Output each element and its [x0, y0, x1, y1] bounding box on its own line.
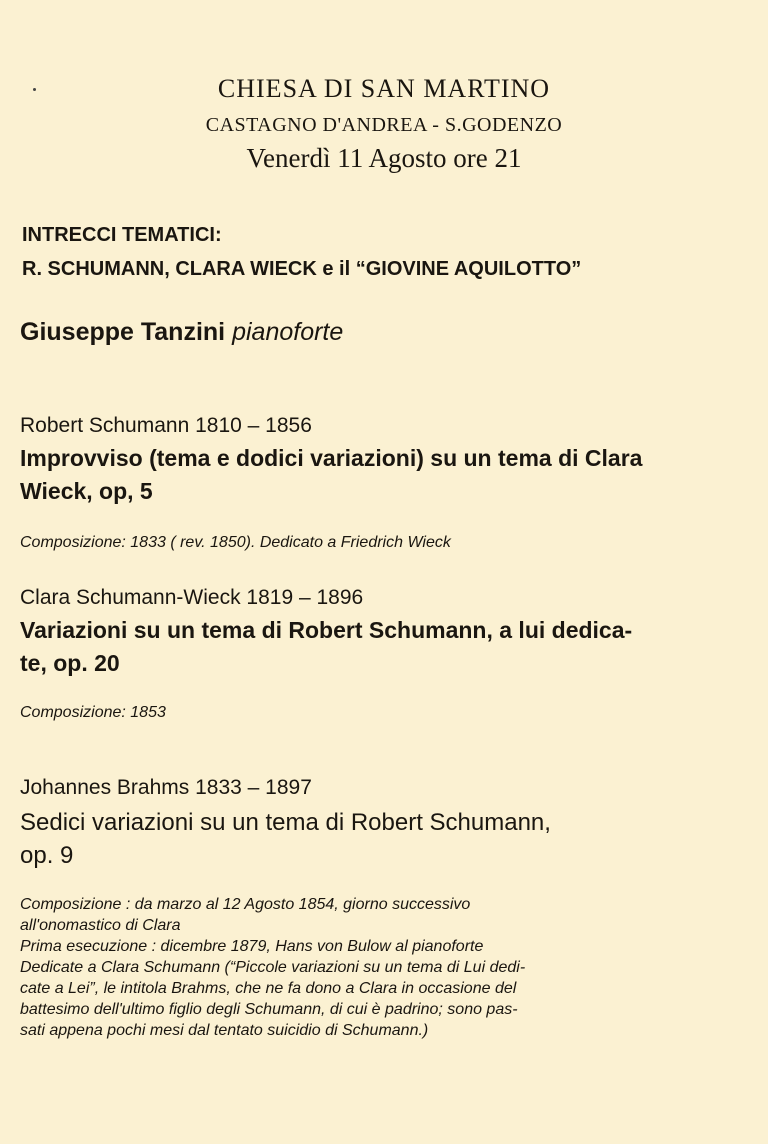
piece-3-composer: Johannes Brahms 1833 – 1897 [20, 776, 312, 799]
performer [20, 318, 343, 347]
piece-1-title-line1: Improvviso (tema e dodici variazioni) su un tema di Clara [20, 445, 643, 471]
venue-location: CASTAGNO D'ANDREA - S.GODENZO [205, 114, 563, 136]
piece-2-title-line1: Variazioni su un tema di Robert Schumann, a lui dedica- [20, 617, 633, 643]
piece-1-note: Composizione: 1833 ( rev. 1850). Dedicato a Friedrich Wieck [20, 534, 451, 551]
piece-3-notes [20, 894, 748, 1041]
piece-1-title [20, 442, 750, 508]
program-title-line1: INTRECCI TEMATICI: [22, 224, 222, 246]
piece-1-title-line2: Wieck, op, 5 [20, 478, 153, 504]
piece-3-title [20, 806, 750, 872]
piece-3-note-line2: all'onomastico di Clara [20, 917, 181, 934]
venue-title: CHIESA DI SAN MARTINO [217, 74, 551, 103]
piece-2-title-line2: te, op. 20 [20, 650, 120, 676]
program-title-line2: R. SCHUMANN, CLARA WIECK e il “GIOVINE AQUILOTTO” [22, 258, 582, 280]
piece-2-title [20, 614, 750, 680]
piece-3-title-line2: op. 9 [20, 842, 74, 869]
piece-3-note-line5: cate a Lei”, le intitola Brahms, che ne fa dono a Clara in occasione del [20, 980, 517, 997]
concert-datetime: Venerdì 11 Agosto ore 21 [246, 143, 522, 173]
performer-name: Giuseppe Tanzini [20, 318, 226, 346]
piece-3-note-line1: Composizione : da marzo al 12 Agosto 1854, giorno successivo [20, 896, 471, 913]
piece-3-note-line6: battesimo dell'ultimo figlio degli Schumann, di cui è padrino; sono pas- [20, 1001, 518, 1018]
piece-2-composer: Clara Schumann-Wieck 1819 – 1896 [20, 586, 364, 609]
piece-1-composer: Robert Schumann 1810 – 1856 [20, 414, 312, 437]
piece-2-note: Composizione: 1853 [20, 704, 166, 721]
piece-3-note-line7: sati appena pochi mesi dal tentato suicidio di Schumann.) [20, 1022, 429, 1039]
piece-3-title-line1: Sedici variazioni su un tema di Robert Schumann, [20, 809, 551, 836]
performer-instrument: pianoforte [232, 318, 344, 346]
piece-3-note-line4: Dedicate a Clara Schumann (“Piccole variazioni su un tema di Lui dedi- [20, 959, 526, 976]
piece-3-note-line3: Prima esecuzione : dicembre 1879, Hans von Bulow al pianoforte [20, 938, 484, 955]
